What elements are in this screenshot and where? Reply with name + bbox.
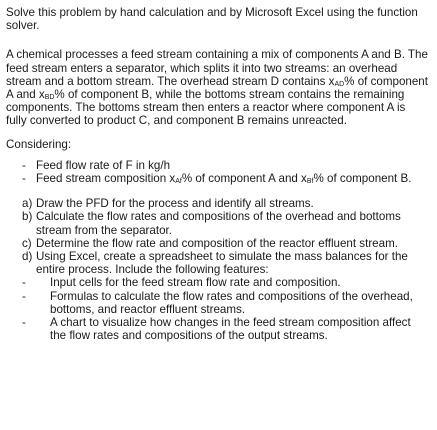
symbol-x-bd: $x_{BD}$	[38, 88, 55, 102]
given-item-feed-composition: - Feed stream composition $x_{Af}\%$ of component A and $x_{Bf}\%$ of component B.	[22, 172, 429, 185]
excel-feature-list	[22, 276, 429, 343]
task-item-c	[22, 237, 429, 250]
task-text: Draw the PFD for the process and identify all streams.	[36, 197, 314, 211]
task-label: c)	[22, 236, 32, 250]
problem-text-part-2: % of component A and	[6, 74, 428, 102]
task-label: b)	[22, 210, 33, 224]
considering-label: Considering:	[6, 137, 72, 151]
task-label: a)	[22, 197, 33, 211]
excel-feature-item: - Formulas to calculate the flow rates and compositions of the overhead, bottoms, and reactor effluent streams.	[22, 289, 413, 316]
task-item-b	[22, 210, 429, 236]
problem-text-part-1: A chemical processes a feed stream containing a mix of components A and B. The feed stream enters a separator, which splits it into two streams: an overhead stream and a bottom stream. The overhead stream D contains	[6, 48, 428, 88]
task-item-d	[22, 250, 429, 342]
problem-statement	[6, 48, 429, 127]
given-item-feed-flow: - Feed flow rate of F in kg/h	[22, 159, 429, 172]
excel-feature-item: - A chart to visualize how changes in the feed stream composition affect the flow rates and compositions of the output streams.	[22, 316, 411, 343]
task-text: Calculate the flow rates and compositions of the overhead and bottoms stream from the separator.	[36, 210, 401, 237]
task-item-a	[22, 197, 429, 210]
task-list	[6, 197, 429, 342]
symbol-x-ad: $x_{AD}$	[328, 74, 345, 88]
task-label: d)	[22, 250, 33, 264]
task-text: Determine the flow rate and composition of the reactor effluent stream.	[36, 236, 398, 250]
given-list	[6, 159, 429, 185]
excel-feature-item: - Input cells for the feed stream flow rate and composition.	[22, 276, 341, 290]
problem-text-part-3: % of component B, while the bottoms stream contains the remaining components. The bottoms stream then enters a reactor where component A is fully converted to product C, and component B remains unreacted.	[6, 88, 406, 128]
instruction-text: Solve this problem by hand calculation and by Microsoft Excel using the function solver.	[6, 6, 418, 33]
task-text: Using Excel, create a spreadsheet to simulate the mass balances for the entire process. Include the following features:	[36, 250, 408, 277]
